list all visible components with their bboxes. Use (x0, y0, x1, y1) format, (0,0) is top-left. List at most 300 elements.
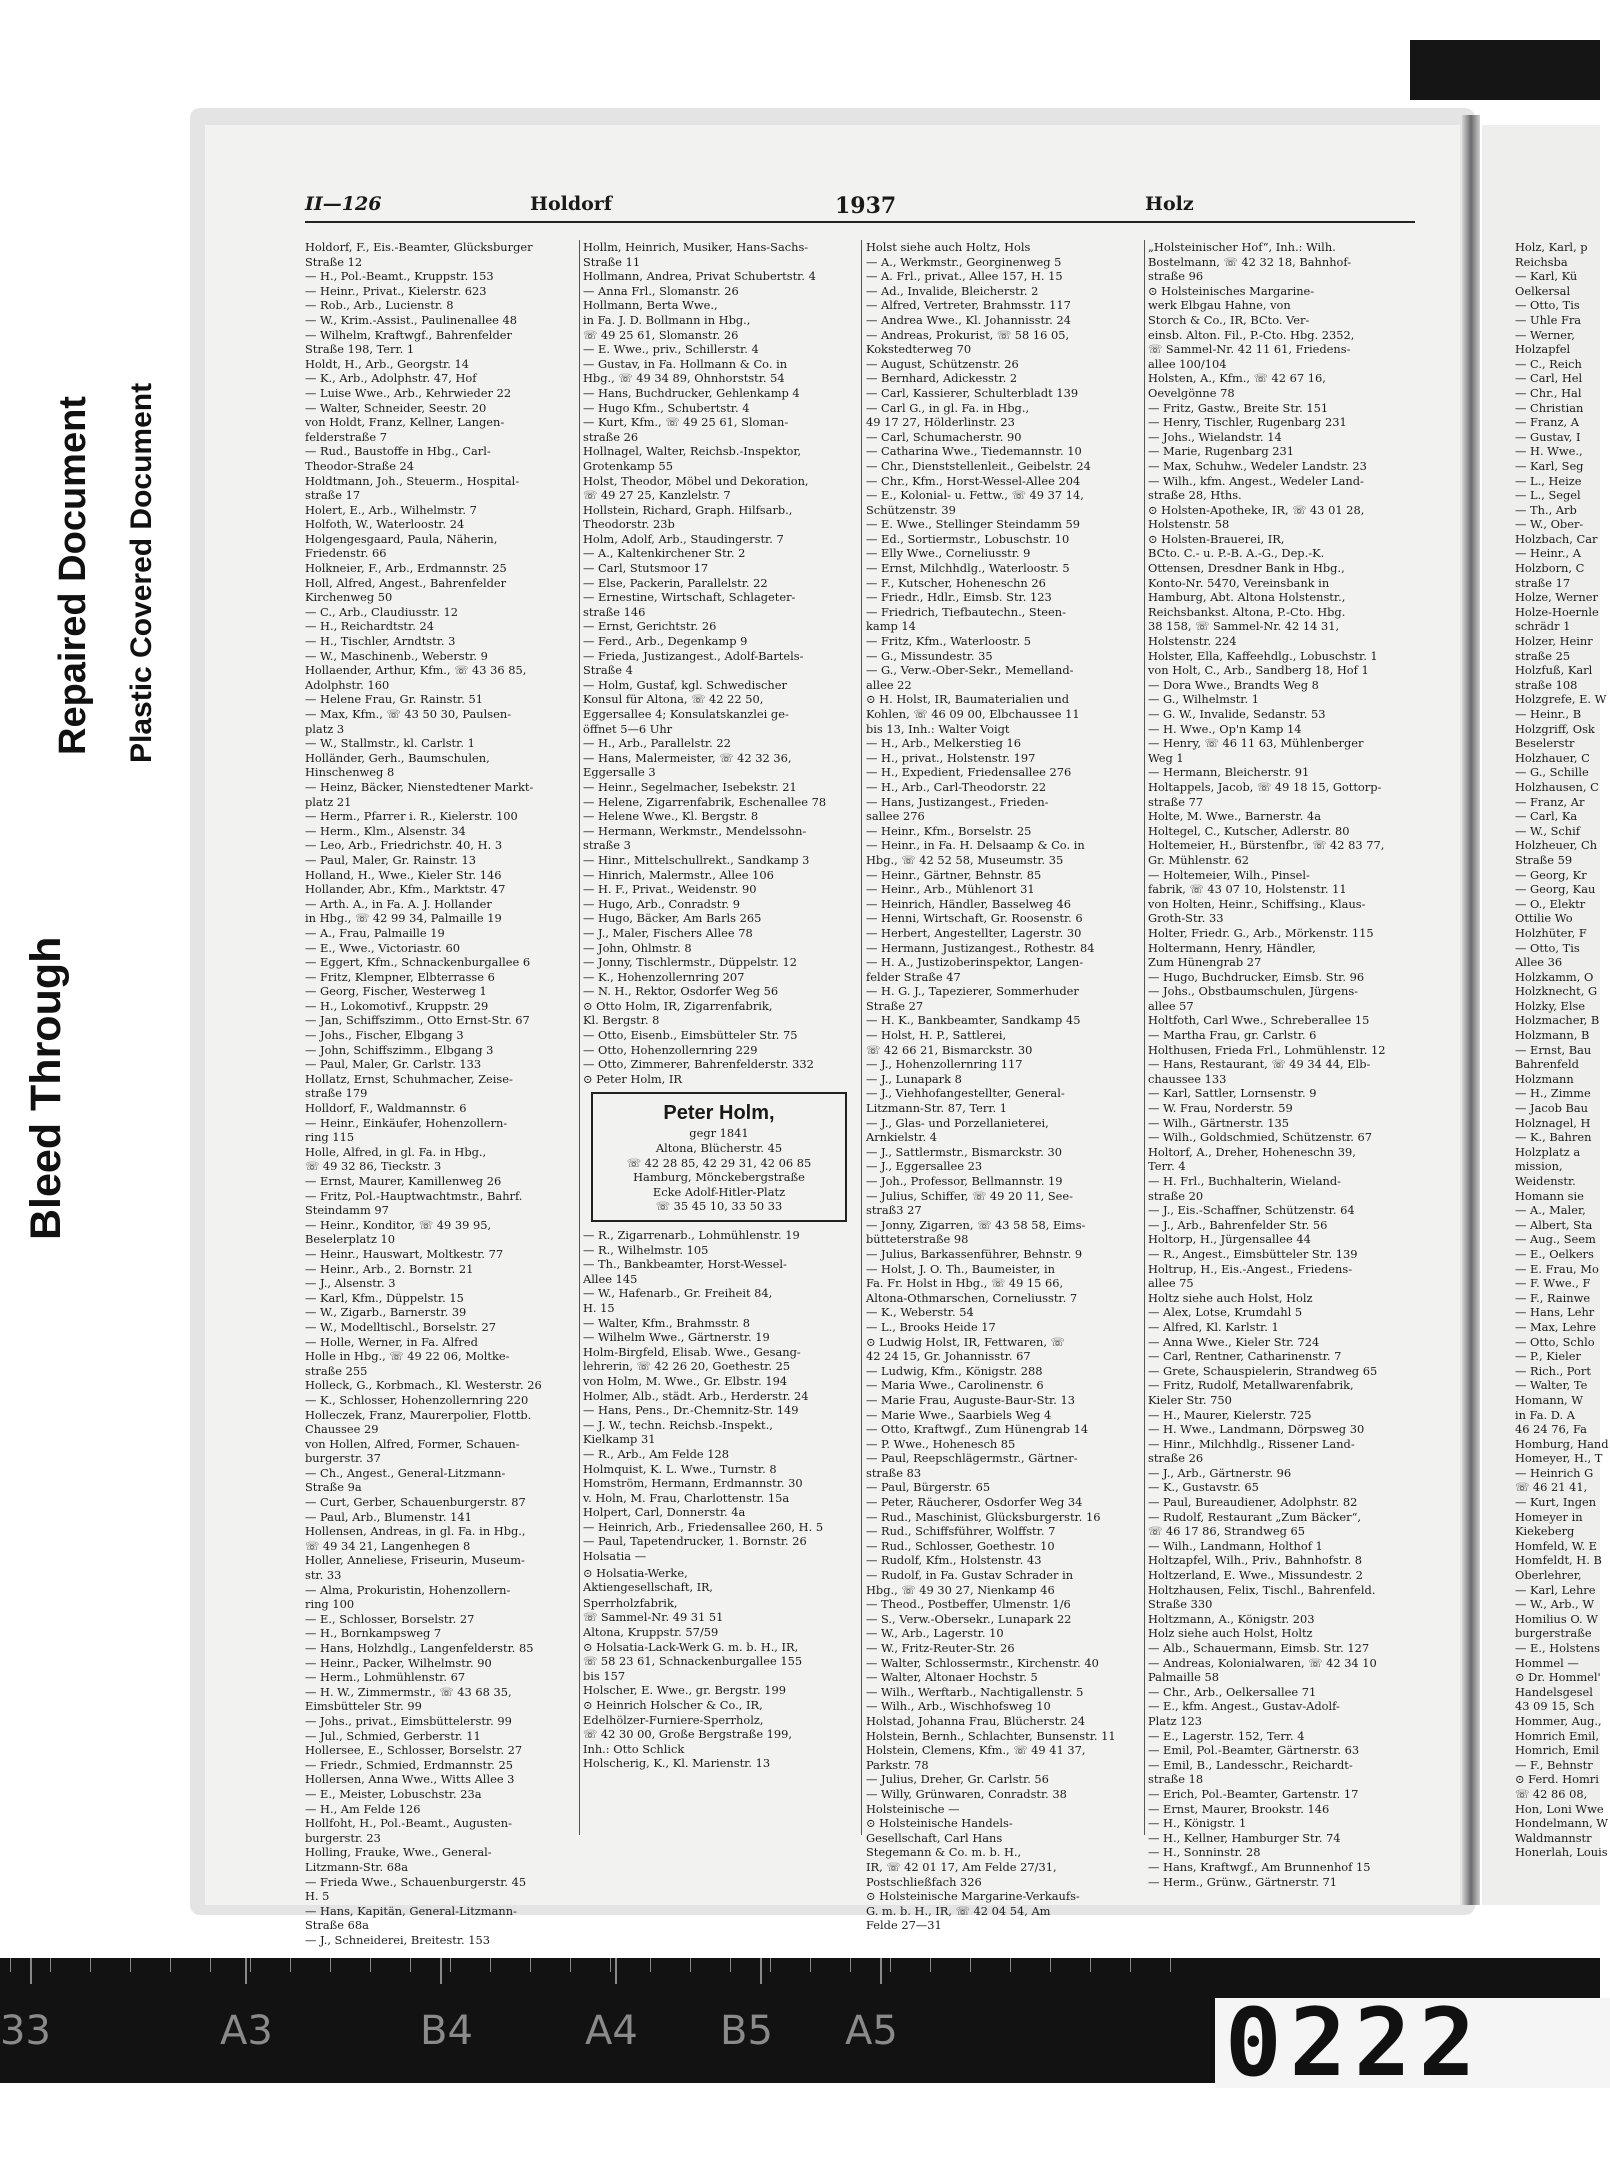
directory-entry-line: — Karl, Kfm., Düppelstr. 15 (305, 1290, 464, 1305)
directory-entry-line: ⊙ Dr. Hommel' (1515, 1670, 1601, 1685)
directory-entry-line: — H., Königstr. 1 (1148, 1816, 1247, 1831)
directory-entry-line: Konto-Nr. 5470, Vereinsbank in (1148, 575, 1330, 590)
directory-entry-line: BCto. C.- u. P.-B. A.-G., Dep.-K. (1148, 546, 1325, 561)
directory-entry-line: Hollander, Abr., Kfm., Marktstr. 47 (305, 882, 506, 897)
directory-entry-line: — Heinr., B (1515, 707, 1582, 721)
ruler-minor-tick (570, 1958, 571, 1972)
directory-entry-line: — Otto, Schlo (1515, 1334, 1595, 1349)
directory-entry-line: Straße 12 (305, 254, 363, 269)
directory-entry-line: — John, Ohlmstr. 8 (583, 940, 692, 955)
directory-entry-line: — Werner, (1515, 327, 1575, 342)
directory-entry-line: — Holst, J. O. Th., Baumeister, in (866, 1261, 1055, 1276)
directory-entry-line: — H. G. J., Tapezierer, Sommerhuder (866, 984, 1079, 999)
directory-entry-line: Holtappels, Jacob, ☏ 49 18 15, Gottorp- (1148, 779, 1382, 794)
directory-entry-line: Holzkamm, O (1515, 969, 1594, 984)
column-4 (1148, 240, 1418, 1889)
directory-entry-line: Holtemeier, H., Bürstenfbr., ☏ 42 83 77, (1148, 838, 1385, 853)
directory-entry-line: — Alfred, Vertreter, Brahmsstr. 117 (866, 298, 1071, 313)
ruler (0, 1958, 1220, 1988)
directory-entry-line: — Peter, Räucherer, Osdorfer Weg 34 (866, 1495, 1083, 1510)
directory-entry-line: — Paul, Bureaudiener, Adolphstr. 82 (1148, 1495, 1358, 1510)
directory-entry-line: Holfoth, W., Waterloostr. 24 (305, 517, 465, 532)
directory-entry-line: Bostelmann, ☏ 42 32 18, Bahnhof- (1148, 254, 1352, 269)
directory-entry-line: — Chr., Dienststellenleit., Geibelstr. 24 (866, 458, 1091, 473)
ruler-tick (615, 1958, 617, 1984)
ad-title: Peter Holm, (663, 1102, 775, 1125)
directory-entry-line: Holzhauer, C (1515, 750, 1590, 765)
directory-entry-line: — Aug., Seem (1515, 1232, 1596, 1247)
directory-entry-line: — Heinr., Hauswart, Moltkestr. 77 (305, 1246, 504, 1261)
directory-entry-line: Holter, Friedr. G., Arb., Mörkenstr. 115 (1148, 925, 1374, 940)
directory-entry-line: — Helene, Zigarrenfabrik, Eschenallee 78 (583, 794, 827, 809)
column-3 (866, 240, 1140, 1933)
peter-holm-ad (591, 1092, 847, 1222)
directory-entry-line: Holdt, H., Arb., Georgstr. 14 (305, 356, 469, 371)
directory-entry-line: — E., Wwe., Victoriastr. 60 (305, 940, 460, 955)
directory-entry-line: Straße 9a (305, 1480, 362, 1495)
directory-entry-line: Adolphstr. 160 (305, 677, 390, 692)
directory-entry-line: Holzhausen, C (1515, 779, 1599, 794)
directory-entry-line: ⊙ Peter Holm, IR (583, 1071, 682, 1086)
directory-entry-line: — A., Werkmstr., Georginenweg 5 (866, 254, 1062, 269)
directory-entry-line: — Th., Arb (1515, 502, 1577, 517)
directory-entry-line: — Otto, Tis (1515, 940, 1580, 955)
directory-entry-line: — Georg, Fischer, Westerweg 1 (305, 984, 487, 999)
directory-entry-line: Holzhüter, F (1515, 925, 1587, 940)
directory-entry-line: — Walter, Schneider, Seestr. 20 (305, 400, 487, 415)
directory-entry-line: — Else, Packerin, Parallelstr. 22 (583, 575, 768, 590)
directory-entry-line: Holm, Adolf, Arb., Staudingerstr. 7 (583, 531, 784, 546)
directory-entry-line: — Carl, Rentner, Catharinenstr. 7 (1148, 1349, 1342, 1364)
directory-entry-line: — Rob., Arb., Lucienstr. 8 (305, 298, 454, 313)
directory-entry-line: — Herm., Klm., Alsenstr. 34 (305, 823, 466, 838)
directory-entry-line: — H., Arb., Carl-Theodorstr. 22 (866, 779, 1047, 794)
directory-entry-line: — H., Am Felde 126 (305, 1801, 421, 1816)
directory-entry-line: ☏ 46 17 86, Strandweg 65 (1148, 1524, 1305, 1539)
directory-entry-line: Hbg., ☏ 49 30 27, Nienkamp 46 (866, 1582, 1055, 1597)
directory-entry-line: — G. W., Invalide, Sedanstr. 53 (1148, 707, 1326, 721)
ad-line: Hamburg, Mönckebergstraße (633, 1170, 805, 1185)
directory-entry-line: — Rud., Maschinist, Glücksburgerstr. 16 (866, 1509, 1101, 1524)
page-number: II—126 (305, 193, 382, 215)
directory-entry-line: — W., Hafenarb., Gr. Freiheit 84, (583, 1286, 773, 1301)
directory-entry-line: Ottensen, Dresdner Bank in Hbg., (1148, 561, 1345, 576)
directory-entry-line: — Wilh., Goldschmied, Schützenstr. 67 (1148, 1130, 1373, 1145)
directory-entry-line: — Ernst, Gerichtstr. 26 (583, 619, 717, 634)
directory-entry-line: — H., Sonninstr. 28 (1148, 1845, 1261, 1860)
directory-entry-line: — Joh., Professor, Bellmannstr. 19 (866, 1174, 1063, 1188)
directory-entry-line: Holtfoth, Carl Wwe., Schreberallee 15 (1148, 1013, 1370, 1028)
directory-entry-line: Holzheuer, Ch (1515, 838, 1598, 853)
directory-entry-line: — Hinr., Mittelschullrekt., Sandkamp 3 (583, 852, 810, 867)
directory-entry-line: str. 33 (305, 1568, 342, 1583)
directory-entry-line: Holtorf, A., Dreher, Hoheneschn 39, (1148, 1144, 1356, 1159)
directory-entry-line: in Fa. D. A (1515, 1407, 1575, 1422)
directory-entry-line: — C., Reich (1515, 356, 1582, 371)
ruler-minor-tick (210, 1958, 211, 1972)
directory-entry-line: — Karl, Lehre (1515, 1582, 1596, 1597)
directory-entry-line: — E. Wwe., priv., Schillerstr. 4 (583, 342, 759, 357)
directory-entry-line: Hollm, Heinrich, Musiker, Hans-Sachs- (583, 240, 809, 254)
directory-entry-line: — Carl G., in gl. Fa. in Hbg., (866, 400, 1030, 415)
directory-entry-line: — J., Sattlermstr., Bismarckstr. 30 (866, 1144, 1062, 1159)
directory-entry-line: Storch & Co., IR, BCto. Ver- (1148, 312, 1310, 327)
directory-entry-line: straße 17 (1515, 575, 1571, 590)
directory-entry-line: — Ch., Angest., General-Litzmann- (305, 1465, 506, 1480)
directory-entry-line: — Holst, H. P., Sattlerei, (866, 1028, 1007, 1043)
directory-entry-line: — Henni, Wirtschaft, Gr. Roosenstr. 6 (866, 911, 1083, 926)
directory-entry-line: Sperrholzfabrik, (583, 1595, 678, 1610)
ruler-tick (30, 1958, 32, 1984)
directory-entry-line: ⊙ Holsten-Apotheke, IR, ☏ 43 01 28, (1148, 502, 1365, 517)
directory-entry-line: — Wilhelm, Kraftwgf., Bahrenfelder (305, 327, 512, 342)
ruler-minor-tick (1090, 1958, 1091, 1972)
directory-entry-line: ring 100 (305, 1597, 355, 1612)
directory-entry-line: — H. W., Zimmermstr., ☏ 43 68 35, (305, 1684, 512, 1699)
directory-entry-line: Holländer, Gerh., Baumschulen, (305, 750, 490, 765)
directory-entry-line: — Heinr., Konditor, ☏ 49 39 95, (305, 1217, 492, 1232)
directory-entry-line: — H. A., Justizoberinspektor, Langen- (866, 955, 1084, 970)
directory-entry-line: Grotenkamp 55 (583, 458, 673, 473)
directory-entry-line: — Franz, A (1515, 415, 1579, 430)
directory-entry-line: Theodor-Straße 24 (305, 458, 415, 473)
directory-entry-line: ☏ 58 23 61, Schnackenburgallee 155 (583, 1654, 803, 1669)
directory-entry-line: Homfeld, W. E (1515, 1538, 1597, 1553)
directory-entry-line: Arnkielstr. 4 (866, 1130, 938, 1145)
directory-entry-line: — Otto, Kraftwgf., Zum Hünengrab 14 (866, 1422, 1089, 1437)
directory-entry-line: — Walter, Kfm., Brahmsstr. 8 (583, 1315, 750, 1330)
directory-entry-line: — Carl, Hel (1515, 371, 1583, 386)
directory-entry-line: — Julius, Dreher, Gr. Carlstr. 56 (866, 1772, 1049, 1787)
header-last-name: Holz (1145, 193, 1194, 215)
directory-entry-line: straße 25 (1515, 648, 1571, 663)
directory-entry-line: Holtzmann, A., Königstr. 203 (1148, 1611, 1315, 1626)
ad-line: ☏ 42 28 85, 42 29 31, 42 06 85 (626, 1155, 812, 1170)
directory-entry-line: in Fa. J. D. Bollmann in Hbg., (583, 312, 751, 327)
directory-entry-line: Gesellschaft, Carl Hans (866, 1830, 1003, 1845)
directory-entry-line: felderstraße 7 (305, 429, 387, 444)
directory-entry-line: straße 26 (1148, 1451, 1204, 1466)
film-dark-corner (1410, 40, 1600, 100)
directory-entry-line: von Holdt, Franz, Kellner, Langen- (305, 415, 505, 430)
directory-entry-line: ☏ 49 27 25, Kanzlelstr. 7 (583, 488, 731, 503)
directory-entry-line: Straße 11 (583, 254, 641, 269)
directory-entry-line: Homann, W (1515, 1392, 1584, 1407)
directory-entry-line: Holscherig, K., Kl. Marienstr. 13 (583, 1756, 771, 1771)
directory-entry-line: — W., Maschinenb., Weberstr. 9 (305, 648, 488, 663)
directory-entry-line: — O., Elektr (1515, 896, 1586, 911)
directory-entry-line: — Johs., Wielandstr. 14 (1148, 429, 1282, 444)
directory-entry-line: — L., Heize (1515, 473, 1582, 488)
directory-entry-line: — Carl, Schumacherstr. 90 (866, 429, 1022, 444)
directory-entry-line: — Jacob Bau (1515, 1101, 1589, 1116)
directory-entry-line: Kokstedterweg 70 (866, 342, 972, 357)
directory-entry-line: Holzknecht, G (1515, 984, 1598, 999)
directory-entry-line: Kieler Str. 750 (1148, 1392, 1232, 1407)
directory-entry-line: Holstenstr. 58 (1148, 517, 1230, 532)
directory-entry-line: — Fritz, Klempner, Elbterrasse 6 (305, 969, 495, 984)
directory-entry-line: Terr. 4 (1148, 1159, 1186, 1174)
directory-entry-line: straße 17 (305, 488, 361, 503)
directory-entry-line: — J., Maler, Fischers Allee 78 (583, 925, 753, 940)
directory-entry-line: — Karl, Seg (1515, 458, 1584, 473)
directory-entry-line: — K., Arb., Adolphstr. 47, Hof (305, 371, 477, 386)
directory-entry-line: — Willy, Grünwaren, Conradstr. 38 (866, 1786, 1067, 1801)
directory-entry-line: 49 17 27, Hölderlinstr. 23 (866, 415, 1015, 430)
directory-entry-line: — Rich., Port (1515, 1363, 1591, 1378)
ruler-minor-tick (770, 1958, 771, 1972)
directory-entry-line: — Grete, Schauspielerin, Strandweg 65 (1148, 1363, 1378, 1378)
directory-entry-line: Hon, Loni Wwe (1515, 1801, 1604, 1816)
directory-entry-line: felder Straße 47 (866, 969, 961, 984)
directory-entry-line: Edelhölzer-Furniere-Sperrholz, (583, 1712, 764, 1727)
directory-entry-line: — Georg, Kau (1515, 882, 1596, 897)
directory-entry-line: — Paul, Maler, Gr. Carlstr. 133 (305, 1057, 482, 1072)
directory-entry-line: — J., Schneiderei, Breitestr. 153 (305, 1932, 491, 1947)
directory-entry-line: — Otto, Tis (1515, 298, 1580, 313)
directory-entry-line: straße 18 (1148, 1772, 1204, 1787)
ruler-minor-tick (1010, 1958, 1011, 1972)
directory-entry-line: — H. Wwe., Op'n Kamp 14 (1148, 721, 1302, 736)
directory-entry-line: Holzbach, Car (1515, 531, 1598, 546)
ruler-minor-tick (250, 1958, 251, 1972)
directory-entry-line: — H., Maurer, Kielerstr. 725 (1148, 1407, 1312, 1422)
directory-entry-line: — A. Frl., privat., Allee 157, H. 15 (866, 269, 1063, 284)
directory-entry-line: — Max, Kfm., ☏ 43 50 30, Paulsen- (305, 707, 512, 721)
directory-entry-line: — Helene Frau, Gr. Rainstr. 51 (305, 692, 483, 707)
ad-line: Ecke Adolf-Hitler-Platz (652, 1184, 786, 1199)
directory-entry-line: — Luise Wwe., Arb., Kehrwieder 22 (305, 385, 512, 400)
directory-entry-line: 43 09 15, Sch (1515, 1699, 1595, 1714)
ruler-label: 33 (0, 2008, 51, 2054)
directory-entry-line: — Holm, Gustaf, kgl. Schwedischer (583, 677, 787, 692)
page-header (305, 193, 1415, 223)
header-year: 1937 (835, 193, 897, 219)
directory-entry-line: Eimsbütteler Str. 99 (305, 1699, 422, 1714)
directory-entry-line: Holler, Anneliese, Friseurin, Museum- (305, 1553, 525, 1568)
directory-entry-line: — J., Arb., Gärtnerstr. 96 (1148, 1465, 1292, 1480)
directory-entry-line: burgerstr. 37 (305, 1451, 381, 1466)
directory-entry-line: Holzmann (1515, 1071, 1574, 1086)
directory-entry-line: — J., Eggersallee 23 (866, 1159, 983, 1174)
directory-entry-line: Homfeldt, H. B (1515, 1553, 1602, 1568)
directory-entry-line: — Chr., Kfm., Horst-Wessel-Allee 204 (866, 473, 1081, 488)
directory-entry-line: Hollnagel, Walter, Reichsb.-Inspektor, (583, 444, 802, 459)
directory-entry-line: ⊙ Heinrich Holscher & Co., IR, (583, 1698, 763, 1712)
column-rule (579, 240, 580, 1835)
directory-entry-line: — Chr., Arb., Oelkersallee 71 (1148, 1684, 1317, 1699)
directory-entry-line: — W., Fritz-Reuter-Str. 26 (866, 1641, 1015, 1655)
directory-entry-line: allee 22 (866, 677, 912, 692)
directory-entry-line: — J., Arb., Bahrenfelder Str. 56 (1148, 1217, 1328, 1232)
directory-entry-line: Holtzapfel, Wilh., Priv., Bahnhofstr. 8 (1148, 1553, 1362, 1568)
ruler-minor-tick (10, 1958, 11, 1972)
directory-entry-line: — Holtemeier, Wilh., Pinsel- (1148, 867, 1310, 882)
directory-entry-line: — Alfred, Kl. Karlstr. 1 (1148, 1319, 1279, 1334)
directory-entry-line: — Friedr., Hdlr., Eimsb. Str. 123 (866, 590, 1052, 605)
directory-entry-line: Groth-Str. 33 (1148, 911, 1224, 926)
directory-entry-line: straße 108 (1515, 677, 1578, 692)
directory-entry-line: Steindamm 97 (305, 1203, 389, 1218)
directory-entry-line: — Rudolf, Restaurant „Zum Bäcker“, (1148, 1509, 1362, 1524)
directory-entry-line: — H., Pol.-Beamt., Kruppstr. 153 (305, 269, 494, 284)
directory-entry-line: Handelsgesel (1515, 1684, 1593, 1699)
directory-entry-line: — Wilh., Gärtnerstr. 135 (1148, 1115, 1290, 1130)
directory-entry-line: Kohlen, ☏ 46 09 00, Elbchaussee 11 (866, 707, 1080, 721)
directory-entry-line: — August, Schützenstr. 26 (866, 356, 1019, 371)
directory-entry-line: — Paul, Maler, Gr. Rainstr. 13 (305, 852, 476, 867)
directory-entry-line: Holgengesgaard, Paula, Näherin, (305, 531, 498, 546)
directory-entry-line: — E. Wwe., Stellinger Steindamm 59 (866, 517, 1081, 532)
directory-entry-line: — J. W., techn. Reichsb.-Inspekt., (583, 1417, 773, 1432)
directory-entry-line: Straße 198, Terr. 1 (305, 342, 415, 357)
directory-entry-line: sallee 276 (866, 809, 925, 824)
directory-entry-line: — A., Kaltenkirchener Str. 2 (583, 546, 746, 561)
directory-entry-line: — Rudolf, Kfm., Holstenstr. 43 (866, 1553, 1042, 1568)
column-2-top (583, 240, 855, 1086)
directory-entry-line: — H., Arb., Melkerstieg 16 (866, 736, 1021, 751)
directory-entry-line: — Herbert, Angestellter, Lagerstr. 30 (866, 925, 1082, 940)
directory-entry-line: — E., Kolonial- u. Fettw., ☏ 49 37 14, (866, 488, 1084, 503)
directory-entry-line: ⊙ Holsatia-Lack-Werk G. m. b. H., IR, (583, 1639, 799, 1654)
directory-entry-line: — R., Arb., Am Felde 128 (583, 1446, 729, 1461)
directory-entry-line: Holert, E., Arb., Wilhelmstr. 7 (305, 502, 477, 517)
directory-entry-line: 46 24 76, Fa (1515, 1422, 1587, 1437)
directory-entry-line: allee 100/104 (1148, 356, 1227, 371)
directory-entry-line: — Heinr., Einkäufer, Hohenzollern- (305, 1115, 508, 1130)
directory-entry-line: Holleck, G., Korbmach., Kl. Westerstr. 26 (305, 1378, 542, 1393)
directory-entry-line: straße 3 (583, 838, 631, 853)
directory-entry-line: Weg 1 (1148, 750, 1184, 765)
ruler-minor-tick (490, 1958, 491, 1972)
directory-entry-line: — G., Schille (1515, 765, 1589, 780)
directory-entry-line: — Friedr., Schmied, Erdmannstr. 25 (305, 1757, 513, 1772)
directory-entry-line: einsb. Alton. Fil., P.-Cto. Hbg. 2352, (1148, 327, 1355, 342)
directory-entry-line: Holsteinische — (866, 1801, 960, 1816)
directory-entry-line: von Holm, M. Wwe., Gr. Elbstr. 194 (583, 1373, 788, 1388)
directory-entry-line: — Rudolf, in Fa. Gustav Schrader in (866, 1568, 1074, 1583)
directory-entry-line: — K., Hohenzollernring 207 (583, 969, 745, 984)
directory-entry-line: — P. Wwe., Hohenesch 85 (866, 1436, 1016, 1451)
directory-entry-line: — Hinrich, Malermstr., Allee 106 (583, 867, 774, 882)
ruler-minor-tick (810, 1958, 811, 1972)
directory-entry-line: Homburg, Hand (1515, 1436, 1609, 1451)
directory-entry-line: — Erich, Pol.-Beamter, Gartenstr. 17 (1148, 1786, 1359, 1801)
holsatia-company: Aktiengesellschaft, (583, 1580, 694, 1595)
directory-entry-line: — G., Verw.-Ober-Sekr., Memelland- (866, 663, 1074, 678)
directory-entry-line: Holze-Hoernle (1515, 604, 1599, 619)
directory-entry-line: Hollmann, Berta Wwe., (583, 298, 718, 313)
directory-entry-line: Hommer, Aug., (1515, 1713, 1602, 1728)
directory-entry-line: — H., privat., Holstenstr. 197 (866, 750, 1036, 765)
directory-entry-line: — J., Alsenstr. 3 (305, 1276, 396, 1291)
ruler-label: B4 (420, 2008, 473, 2054)
directory-entry-line: ☏ 49 25 61, Slomanstr. 26 (583, 327, 739, 342)
ruler-minor-tick (850, 1958, 851, 1972)
ruler-minor-tick (130, 1958, 131, 1972)
directory-entry-line: — Hugo, Arb., Conradstr. 9 (583, 896, 741, 911)
directory-entry-line: — Heinr., in Fa. H. Delsaamp & Co. in (866, 838, 1085, 853)
ad-line: ☏ 35 45 10, 33 50 33 (655, 1199, 783, 1214)
directory-entry-line: Holzmann, B (1515, 1028, 1590, 1043)
directory-entry-line: — Walter, Schlossermstr., Kirchenstr. 40 (866, 1655, 1099, 1670)
directory-entry-line: — Hugo, Buchdrucker, Eimsb. Str. 96 (1148, 969, 1365, 984)
directory-entry-line: ☏ 46 21 41, (1515, 1480, 1588, 1495)
directory-entry-line: Holzborn, C (1515, 561, 1585, 576)
directory-entry-line: Hinschenweg 8 (305, 765, 395, 780)
directory-entry-line: — Ed., Sortiermstr., Lobuschstr. 10 (866, 531, 1070, 546)
directory-entry-line: Straße 68a (305, 1918, 369, 1933)
directory-entry-line: 42 24 15, Gr. Johannisstr. 67 (866, 1349, 1031, 1364)
directory-entry-line: straße 179 (305, 1086, 368, 1101)
directory-entry-line: — W., Ober- (1515, 517, 1584, 532)
directory-entry-line: platz 21 (305, 794, 352, 809)
directory-entry-line: — Frieda, Justizangest., Adolf-Bartels- (583, 648, 804, 663)
directory-entry-line: H. 15 (583, 1300, 615, 1315)
directory-entry-line: — Marie Wwe., Saarbiels Weg 4 (866, 1407, 1052, 1422)
directory-entry-line: Kl. Bergstr. 8 (583, 1013, 660, 1028)
directory-entry-line: — Fritz, Rudolf, Metallwarenfabrik, (1148, 1378, 1354, 1393)
directory-entry-line: — E. Frau, Mo (1515, 1261, 1599, 1276)
directory-entry-line: — Jan, Schiffszimm., Otto Ernst-Str. 67 (305, 1013, 530, 1028)
directory-entry-line: Holleczek, Franz, Maurerpolier, Flottb. (305, 1407, 532, 1422)
directory-entry-line: — Friedrich, Tiefbautechn., Steen- (866, 604, 1066, 619)
directory-entry-line: — Christian (1515, 400, 1584, 415)
directory-entry-line: Homann sie (1515, 1188, 1584, 1203)
ruler-tick (760, 1958, 762, 1984)
directory-entry-line: — J., Lunapark 8 (866, 1071, 962, 1086)
directory-entry-line: Holsten, A., Kfm., ☏ 42 67 16, (1148, 371, 1326, 386)
directory-entry-line: Holtermann, Henry, Händler, (1148, 940, 1316, 955)
directory-entry-line: — Kurt, Ingen (1515, 1495, 1597, 1510)
directory-entry-line: — Johs., privat., Eimsbüttelerstr. 99 (305, 1713, 512, 1728)
directory-entry-line: Holtz siehe auch Holst, Holz (1148, 1290, 1313, 1305)
directory-entry-line: ☏ 49 32 86, Tieckstr. 3 (305, 1159, 442, 1174)
directory-entry-line: — Hugo Kfm., Schubertstr. 4 (583, 400, 750, 415)
directory-entry-line: — Jonny, Tischlermstr., Düppelstr. 12 (583, 955, 797, 970)
directory-entry-line: — Max, Schuhw., Wedeler Landstr. 23 (1148, 458, 1367, 473)
directory-entry-line: Homrich, Emil (1515, 1743, 1600, 1758)
directory-entry-line: — Paul, Bürgerstr. 65 (866, 1480, 991, 1495)
directory-entry-line: Homilius O. W (1515, 1611, 1598, 1626)
directory-entry-line: Holling, Frauke, Wwe., General- (305, 1845, 492, 1860)
directory-entry-line: — Andreas, Prokurist, ☏ 58 16 05, (866, 327, 1070, 342)
directory-entry-line: Holthusen, Frieda Frl., Lohmühlenstr. 12 (1148, 1042, 1386, 1057)
directory-entry-line: Holtegel, C., Kutscher, Adlerstr. 80 (1148, 823, 1350, 838)
directory-entry-line: Holst, Theodor, Möbel und Dekoration, (583, 473, 809, 488)
directory-entry-line: Allee 145 (583, 1271, 638, 1286)
directory-entry-line: Holtzerland, E. Wwe., Missundestr. 2 (1148, 1568, 1363, 1583)
directory-entry-line: — Marie, Rugenbarg 231 (1148, 444, 1294, 459)
directory-entry-line: Straße 4 (583, 663, 633, 678)
directory-entry-line: Holland, H., Wwe., Kieler Str. 146 (305, 867, 502, 882)
directory-entry-line: „Holsteinischer Hof“, Inh.: Wilh. (1148, 240, 1336, 254)
directory-entry-line: Holzmacher, B (1515, 1013, 1600, 1028)
directory-entry-line: Holstein, Bernh., Schlachter, Bunsenstr. 11 (866, 1728, 1116, 1743)
directory-entry-line: — Emil, B., Landesschr., Reichardt- (1148, 1757, 1353, 1772)
directory-entry-line: — K., Schlosser, Hohenzollernring 220 (305, 1392, 529, 1407)
directory-entry-line: — H. Wwe., Landmann, Dörpsweg 30 (1148, 1422, 1365, 1437)
directory-entry-line: Hbg., ☏ 49 34 89, Ohnhorststr. 54 (583, 371, 785, 386)
directory-entry-line: — Hermann, Bleicherstr. 91 (1148, 765, 1310, 780)
directory-entry-line: Altona, Kruppstr. 57/59 (583, 1625, 719, 1640)
ruler-minor-tick (1050, 1958, 1051, 1972)
directory-entry-line: — E., kfm. Angest., Gustav-Adolf- (1148, 1699, 1340, 1714)
directory-entry-line: Holsatia — (583, 1549, 647, 1564)
directory-entry-line: — W., Schif (1515, 823, 1580, 838)
ruler-minor-tick (690, 1958, 691, 1972)
directory-entry-line: Holster, Ella, Kaffeehdlg., Lobuschstr. 1 (1148, 648, 1378, 663)
